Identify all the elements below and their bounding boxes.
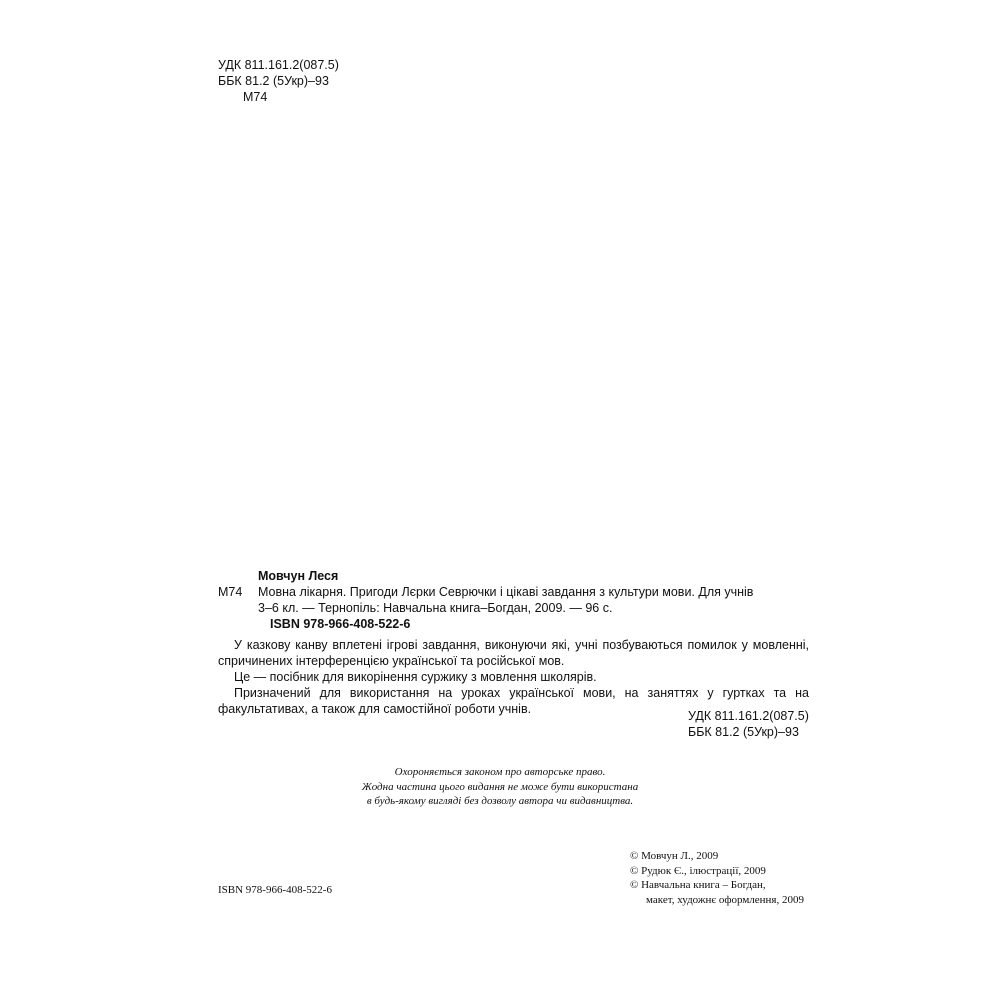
annotation-paragraph: У казкову канву вплетені ігрові завдання, виконуючи які, учні позбуваються помилок у мовленні, спричинених інтерференцією української та російської мов. xyxy=(218,638,809,668)
copyright-line: макет, художнє оформлення, 2009 xyxy=(646,893,804,906)
annotation-paragraph: Це — посібник для викорінення суржику з мовлення школярів. xyxy=(234,670,597,684)
copyright-notice xyxy=(330,765,670,809)
catalog-isbn: ISBN 978-966-408-522-6 xyxy=(270,617,411,631)
annotation-udk: УДК 811.161.2(087.5) xyxy=(688,709,809,723)
footer-isbn: ISBN 978-966-408-522-6 xyxy=(218,884,332,896)
copyright-line: © Рудюк Є., ілюстрації, 2009 xyxy=(630,864,766,877)
notice-line: в будь-якому вигляді без дозволу автора чи видавництва. xyxy=(366,795,634,807)
annotation-bbk: ББК 81.2 (5Укр)–93 xyxy=(688,725,799,739)
author-mark: М74 xyxy=(243,90,268,104)
copyright-line: © Навчальна книга – Богдан, xyxy=(630,879,766,891)
book-imprint-line: 3–6 кл. — Тернопіль: Навчальна книга–Богдан, 2009. — 96 с. xyxy=(258,601,613,615)
annotation-paragraph: Призначений для використання на уроках української мови, на заняттях у гуртках та на факультативах, а також для самостійної роботи учнів. xyxy=(218,686,809,716)
catalog-margin-code: М74 xyxy=(218,585,243,599)
notice-line: Жодна частина цього видання не може бути використана xyxy=(361,780,639,793)
udk-code: УДК 811.161.2(087.5) xyxy=(218,58,339,72)
notice-line: Охороняється законом про авторське право. xyxy=(394,766,606,778)
copyright-line: © Мовчун Л., 2009 xyxy=(630,850,719,862)
book-title-line: Мовна лікарня. Пригоди Лєрки Севрючки і цікаві завдання з культури мови. Для учнів xyxy=(258,585,754,599)
author-name: Мовчун Леся xyxy=(258,569,339,583)
bbk-code: ББК 81.2 (5Укр)–93 xyxy=(218,74,329,88)
